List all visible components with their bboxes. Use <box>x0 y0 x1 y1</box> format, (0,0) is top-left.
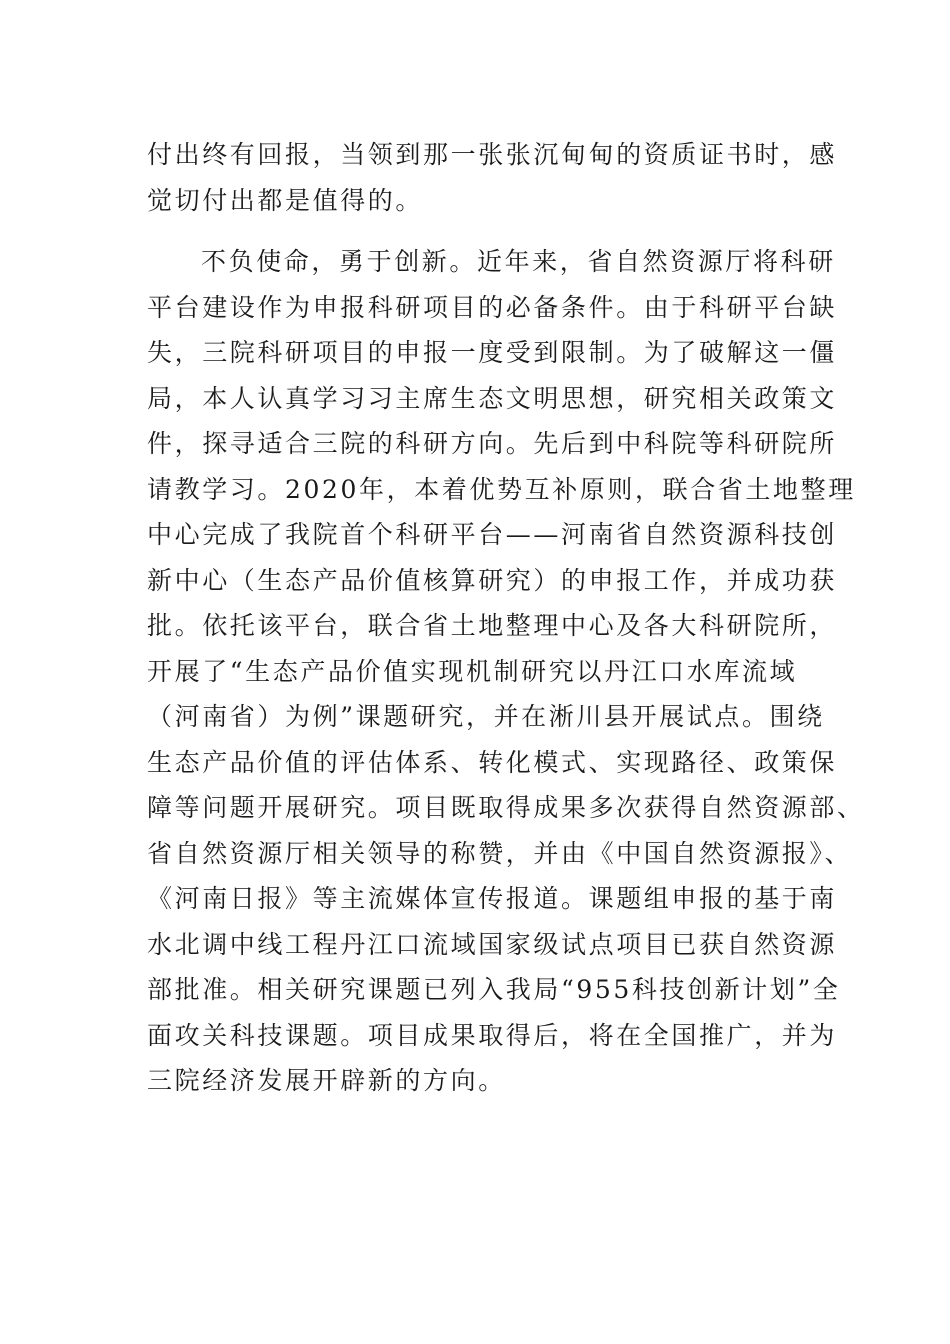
text-line: 请教学习。2020年，本着优势互补原则，联合省土地整理 <box>147 474 856 504</box>
text-line: 三院经济发展开辟新的方向。 <box>147 1066 506 1095</box>
text-line: 新中心（生态产品价值核算研究）的申报工作，并成功获 <box>147 565 838 595</box>
text-line: 生态产品价值的评估体系、转化模式、实现路径、政策保 <box>147 747 838 777</box>
text-line: 件，探寻适合三院的科研方向。先后到中科院等科研院所 <box>147 429 838 458</box>
text-line: 开展了“生态产品价值实现机制研究以丹江口水库流域 <box>147 656 798 686</box>
body-text <box>147 132 865 1104</box>
text-line: 不负使命，勇于创新。近年来，省自然资源厅将科研 <box>201 247 836 276</box>
text-line: 障等问题开展研究。项目既取得成果多次获得自然资源部、 <box>147 793 865 822</box>
text-line: 觉切付出都是值得的。 <box>147 185 424 215</box>
text-line: 省自然资源厅相关领导的称赞，并由《中国自然资源报》、 <box>147 838 853 868</box>
text-line: 局，本人认真学习习主席生态文明思想，研究相关政策文 <box>147 383 838 413</box>
text-line: 批。依托该平台，联合省土地整理中心及各大科研院所， <box>147 611 838 640</box>
text-line: 面攻关科技课题。项目成果取得后，将在全国推广，并为 <box>147 1020 838 1050</box>
text-line: 中心完成了我院首个科研平台——河南省自然资源科技创 <box>147 520 838 549</box>
text-line: 失，三院科研项目的申报一度受到限制。为了破解这一僵 <box>147 338 838 367</box>
paragraph-spacer <box>147 223 807 239</box>
text-line: 水北调中线工程丹江口流域国家级试点项目已获自然资源 <box>147 929 838 959</box>
text-line: （河南省）为例”课题研究，并在淅川县开展试点。围绕 <box>147 702 825 731</box>
text-line: 平台建设作为申报科研项目的必备条件。由于科研平台缺 <box>147 292 838 322</box>
text-line: 付出终有回报，当领到那一张张沉甸甸的资质证书时，感 <box>147 140 838 169</box>
paragraph-1 <box>147 132 838 223</box>
text-line: 部批准。相关研究课题已列入我局“955科技创新计划”全 <box>147 975 841 1004</box>
text-line: 《河南日报》等主流媒体宣传报道。课题组申报的基于南 <box>147 884 838 913</box>
paragraph-2 <box>147 239 865 1104</box>
